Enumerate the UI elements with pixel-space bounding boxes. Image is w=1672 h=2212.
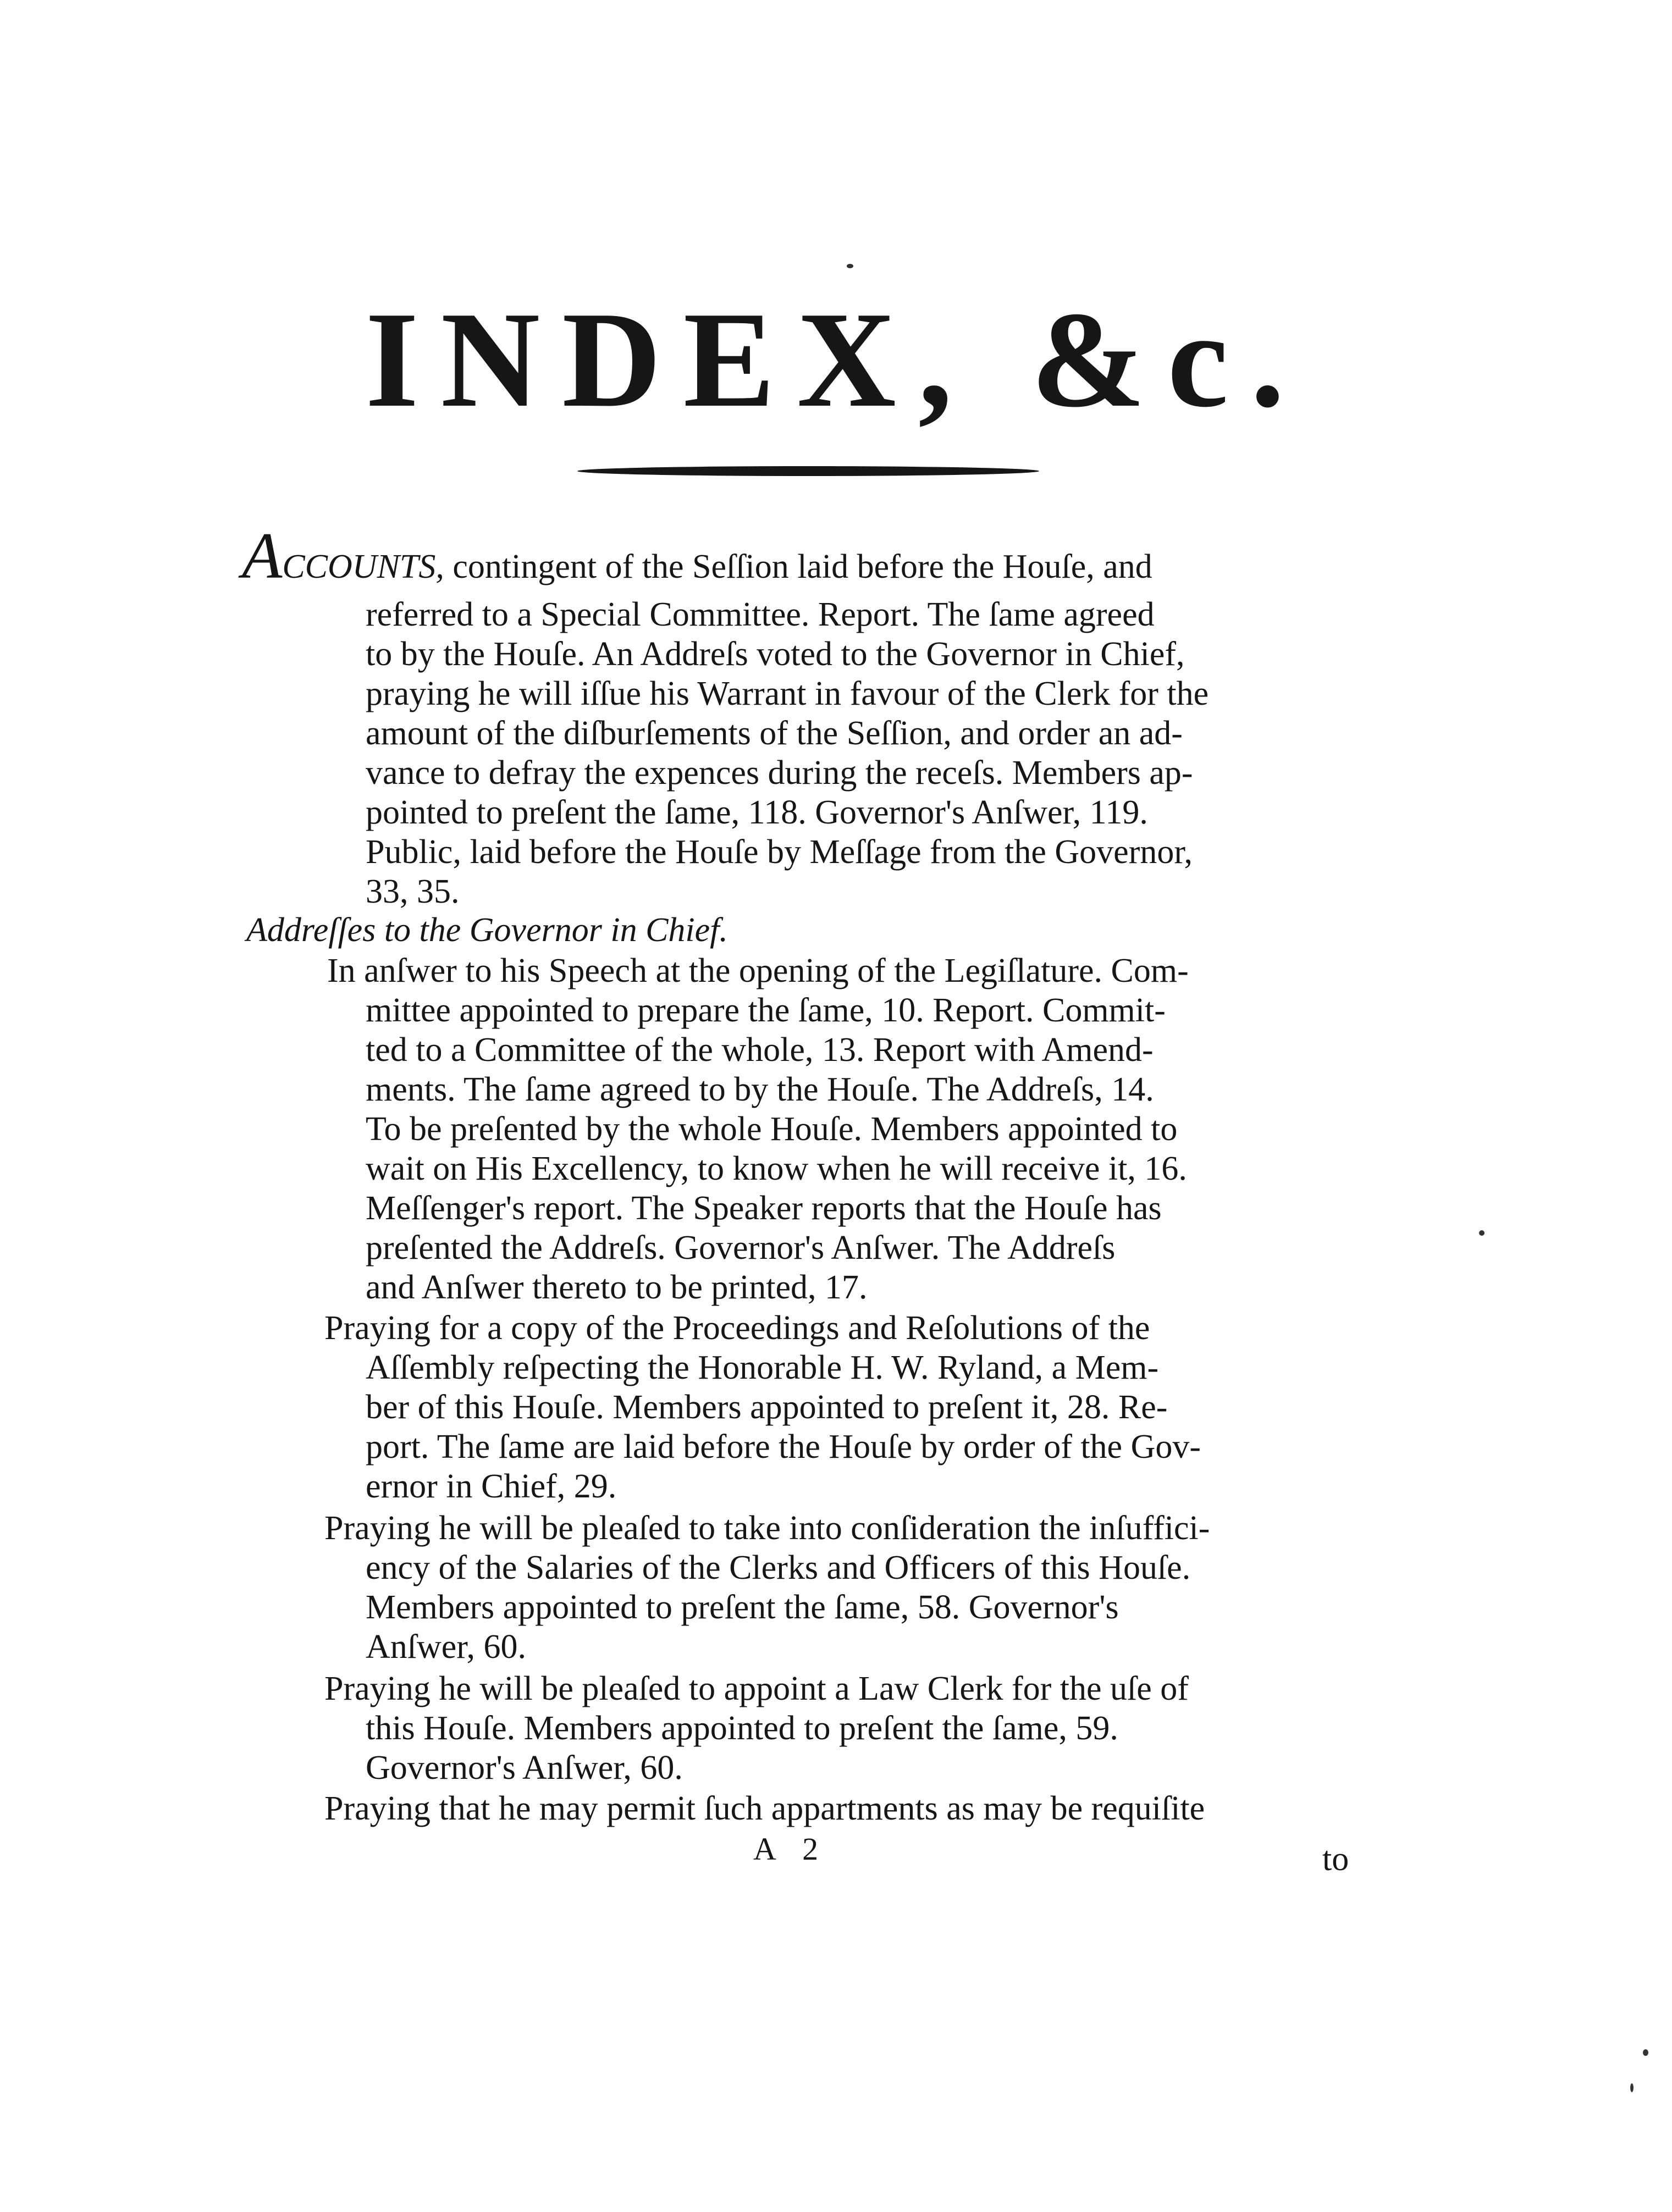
address-entry-line: Praying he will be pleaſed to appoint a Law Clerk for the uſe of (324, 1670, 1189, 1707)
signature-mark: A 2 (753, 1831, 829, 1867)
address-entry-line: Meſſenger's report. The Speaker reports that the Houſe has (366, 1190, 1162, 1227)
address-entry-line: Anſwer, 60. (366, 1628, 526, 1666)
accounts-heading-rest: CCOUNTS, (282, 548, 444, 585)
address-entry-line: ber of this Houſe. Members appointed to preſent it, 28. Re- (366, 1389, 1168, 1426)
accounts-line: pointed to preſent the ſame, 118. Governor's Anſwer, 119. (366, 794, 1148, 831)
ink-speck (1479, 1230, 1485, 1236)
address-entry-line: Members appointed to preſent the ſame, 58. Governor's (366, 1589, 1119, 1626)
address-entry-line: this Houſe. Members appointed to preſent the ſame, 59. (366, 1710, 1118, 1747)
address-entry-line: ments. The ſame agreed to by the Houſe. The Addreſs, 14. (366, 1071, 1154, 1108)
ink-speck (1630, 2083, 1634, 2092)
accounts-line: contingent of the Seſſion laid before the Houſe, and (453, 548, 1152, 585)
accounts-first-line (242, 519, 1152, 592)
accounts-line: Public, laid before the Houſe by Meſſage from the Governor, (366, 833, 1193, 871)
address-entry-line: Praying for a copy of the Proceedings and Reſolutions of the (324, 1309, 1150, 1347)
address-entry-line: ency of the Salaries of the Clerks and Officers of this Houſe. (366, 1549, 1191, 1586)
accounts-heading (242, 519, 444, 592)
address-entry-line: To be preſented by the whole Houſe. Members appointed to (366, 1110, 1178, 1148)
address-entry-line: wait on His Excellency, to know when he will receive it, 16. (366, 1150, 1187, 1187)
address-entry-line: Aſſembly reſpecting the Honorable H. W. Ryland, a Mem- (366, 1349, 1159, 1386)
address-entry-line: ernor in Chief, 29. (366, 1468, 617, 1505)
address-entry-line: Governor's Anſwer, 60. (366, 1749, 683, 1787)
address-entry-line: Praying he will be pleaſed to take into conſideration the inſuffici- (324, 1509, 1210, 1547)
accounts-line: amount of the diſburſements of the Seſſion, and order an ad- (366, 715, 1183, 752)
address-entry-line: mittee appointed to prepare the ſame, 10. Report. Commit- (366, 992, 1166, 1029)
accounts-line: to by the Houſe. An Addreſs voted to the Governor in Chief, (366, 635, 1185, 673)
address-entry-line: ted to a Committee of the whole, 13. Report with Amend- (366, 1031, 1154, 1069)
address-entry-line: and Anſwer thereto to be printed, 17. (366, 1269, 868, 1306)
accounts-line: vance to defray the expences during the receſs. Members ap- (366, 754, 1193, 792)
address-entry-line: preſented the Addreſs. Governor's Anſwer. The Addreſs (366, 1229, 1116, 1267)
page-title: INDEX, &c. (365, 284, 1307, 436)
ink-speck (1643, 2049, 1648, 2056)
address-entry-line: port. The ſame are laid before the Houſe by order of the Gov- (366, 1428, 1201, 1466)
accounts-line: referred to a Special Committee. Report. The ſame agreed (366, 596, 1155, 633)
address-entry-line: In anſwer to his Speech at the opening of the Legiſlature. Com- (327, 952, 1189, 989)
accounts-initial: A (242, 519, 283, 592)
accounts-line: 33, 35. (366, 873, 460, 910)
address-entry-line: Praying that he may permit ſuch appartments as may be requiſite (324, 1790, 1205, 1827)
title-rule (577, 466, 1039, 476)
ink-speck (847, 264, 853, 268)
accounts-line: praying he will iſſue his Warrant in favour of the Clerk for the (366, 675, 1209, 712)
addresses-heading: Addreſſes to the Governor in Chief. (246, 911, 728, 949)
catchword: to (1322, 1840, 1349, 1878)
